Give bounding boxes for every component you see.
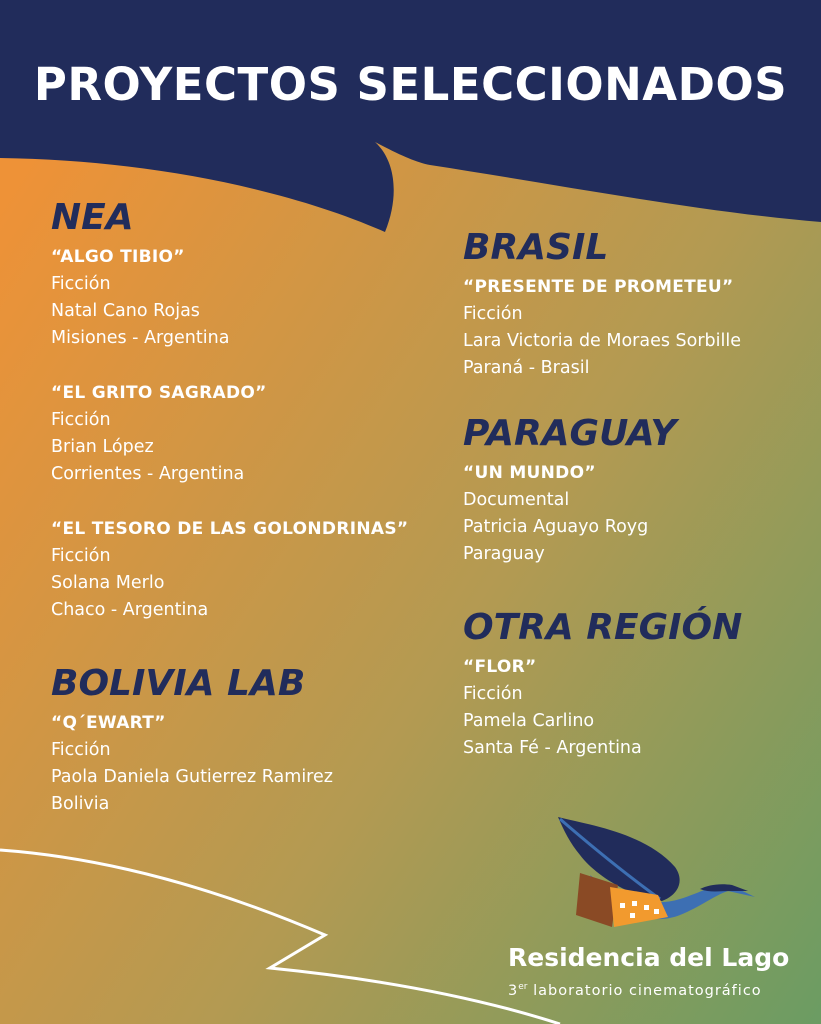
project-title: “ALGO TIBIO” [51, 247, 185, 267]
region-title-bolivia-lab: BOLIVIA LAB [51, 663, 306, 704]
project-presente-de-prometeu [463, 274, 808, 382]
film-hole [630, 913, 635, 918]
project-genre: Ficción [51, 274, 111, 294]
region-title-paraguay: PARAGUAY [463, 413, 677, 454]
logo-subtitle [508, 977, 798, 1001]
project-director: Solana Merlo [51, 573, 165, 593]
project-un-mundo [463, 460, 808, 568]
region-title-nea: NEA [51, 197, 134, 238]
project-director: Patricia Aguayo Royg [463, 517, 649, 537]
logo-ordinal-suffix: er [518, 982, 528, 992]
project-qewart [51, 710, 441, 818]
project-flor [463, 654, 808, 762]
project-el-grito-sagrado [51, 380, 441, 488]
film-hole [654, 909, 659, 914]
project-title: “FLOR” [463, 657, 537, 677]
project-location: Misiones - Argentina [51, 328, 230, 348]
bird-head-shape [700, 884, 748, 891]
project-director: Lara Victoria de Moraes Sorbille [463, 331, 742, 351]
leaf-wing-shape [558, 817, 680, 901]
project-location: Corrientes - Argentina [51, 464, 245, 484]
logo-name: Residencia del Lago [508, 943, 790, 972]
bird-leaf-film-logo-icon [550, 815, 760, 935]
project-title: “Q´EWART” [51, 713, 166, 733]
project-location: Paraná - Brasil [463, 358, 590, 378]
project-genre: Ficción [51, 410, 111, 430]
project-location: Paraguay [463, 544, 545, 564]
film-hole [620, 903, 625, 908]
project-genre: Ficción [463, 684, 523, 704]
project-genre: Ficción [463, 304, 523, 324]
project-title: “EL TESORO DE LAS GOLONDRINAS” [51, 519, 409, 539]
logo-subtitle-text: laboratorio cinematográfico [533, 982, 762, 999]
project-title: “EL GRITO SAGRADO” [51, 383, 267, 403]
region-title-otra-region: OTRA REGIÓN [463, 607, 743, 648]
project-genre: Ficción [51, 740, 111, 760]
project-el-tesoro [51, 516, 441, 624]
project-director: Brian López [51, 437, 154, 457]
project-location: Chaco - Argentina [51, 600, 209, 620]
right-column [463, 226, 808, 762]
project-genre: Ficción [51, 546, 111, 566]
logo-ordinal: 3 [508, 982, 519, 999]
left-column [51, 196, 441, 818]
project-title: “UN MUNDO” [463, 463, 596, 483]
page-title: PROYECTOS SELECCIONADOS [33, 58, 788, 111]
project-director: Paola Daniela Gutierrez Ramirez [51, 767, 333, 787]
region-title-brasil: BRASIL [463, 227, 609, 268]
project-location: Santa Fé - Argentina [463, 738, 642, 758]
film-hole [632, 901, 637, 906]
project-director: Natal Cano Rojas [51, 301, 200, 321]
project-genre: Documental [463, 490, 570, 510]
project-director: Pamela Carlino [463, 711, 595, 731]
film-hole [644, 905, 649, 910]
project-location: Bolivia [51, 794, 110, 814]
project-title: “PRESENTE DE PROMETEU” [463, 277, 734, 297]
project-algo-tibio [51, 244, 441, 352]
